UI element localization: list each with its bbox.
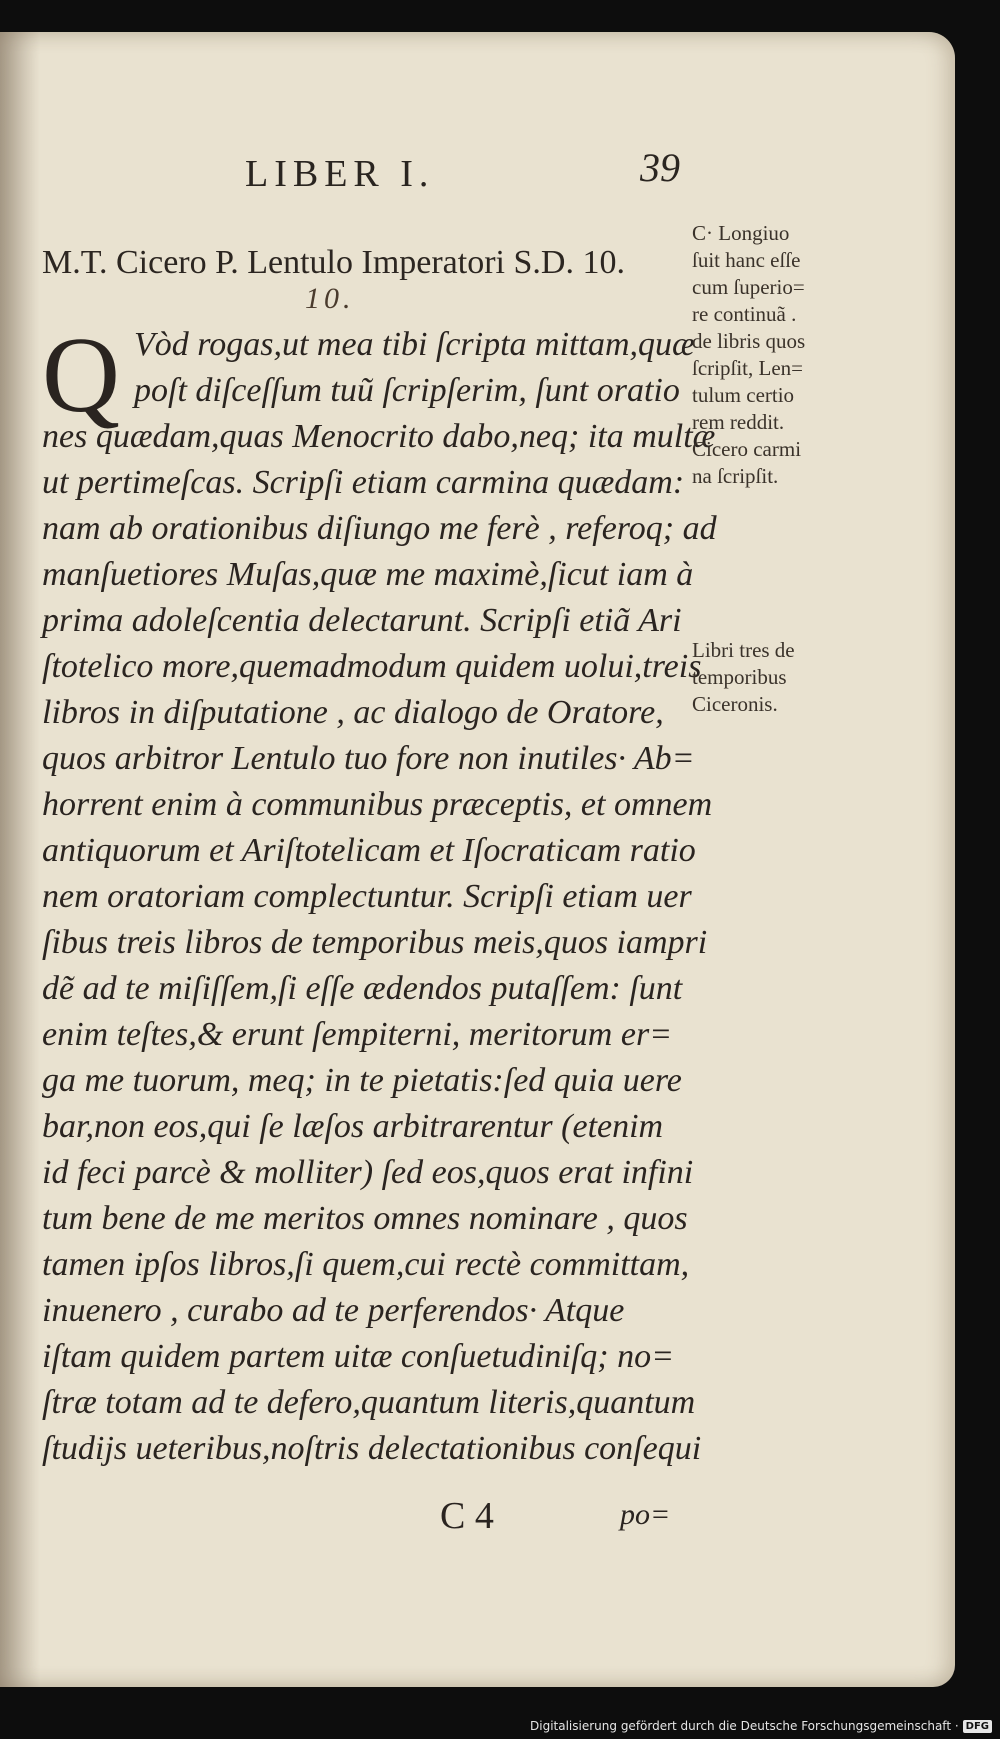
text-line: ſtotelico more,quemadmodum quidem uolui,treis bbox=[42, 648, 702, 685]
letter-title: M.T. Cicero P. Lentulo Imperatori S.D. 10. bbox=[42, 244, 625, 281]
margin-note-line: temporibus bbox=[692, 665, 787, 689]
text-line: horrent enim à communibus præceptis, et omnem bbox=[42, 786, 713, 823]
text-line: antiquorum et Ariſtotelicam et Iſocraticam ratio bbox=[42, 832, 696, 869]
margin-note-line: de libris quos bbox=[692, 329, 806, 353]
text-line: Vòd rogas,ut mea tibi ſcripta mittam,quæ bbox=[134, 326, 695, 363]
handwritten-annotation: 10. bbox=[305, 282, 355, 315]
margin-note-line: C· Longiuo bbox=[692, 221, 790, 245]
text-line: manſuetiores Muſas,quæ me maximè,ſicut iam à bbox=[42, 556, 694, 593]
margin-note-line: Libri tres de bbox=[692, 638, 795, 662]
margin-note-line: re continuã . bbox=[692, 302, 797, 326]
margin-note-line: rem reddit. bbox=[692, 410, 785, 434]
text-line: bar,non eos,qui ſe læſos arbitrarentur (etenim bbox=[42, 1108, 664, 1145]
drop-initial: Q bbox=[42, 316, 120, 435]
margin-note-line: tulum certio bbox=[692, 383, 795, 407]
text-line: nem oratoriam complectuntur. Scripſi etiam uer bbox=[42, 878, 692, 915]
text-line: prima adoleſcentia delectarunt. Scripſi etiã Ari bbox=[42, 602, 682, 639]
margin-note-line: Cicero carmi bbox=[692, 437, 802, 461]
catchword: po= bbox=[620, 1498, 671, 1531]
margin-note-line: ſuit hanc eſſe bbox=[692, 248, 801, 272]
page-number: 39 bbox=[640, 145, 680, 190]
text-line: id feci parcè & molliter) ſed eos,quos erat infini bbox=[42, 1154, 694, 1191]
text-line: nam ab orationibus diſiungo me ferè , referoq; ad bbox=[42, 510, 717, 547]
text-line: ſtudijs ueteribus,noſtris delectationibus conſequi bbox=[42, 1430, 702, 1467]
text-line: iſtam quidem partem uitæ conſuetudiniſq; no= bbox=[42, 1338, 675, 1375]
running-head: LIBER I. bbox=[245, 153, 435, 195]
margin-note-line: ſcripſit, Len= bbox=[692, 356, 803, 380]
text-line: ga me tuorum, meq; in te pietatis:ſed quia uere bbox=[42, 1062, 682, 1099]
text-line: enim teſtes,& erunt ſempiterni, meritorum er= bbox=[42, 1016, 673, 1053]
margin-note-line: na ſcripſit. bbox=[692, 464, 779, 488]
text-line: inuenero , curabo ad te perferendos· Atque bbox=[42, 1292, 625, 1329]
text-line: libros in diſputatione , ac dialogo de Oratore, bbox=[42, 694, 664, 731]
text-line: dẽ ad te miſiſſem,ſi eſſe ædendos putaſſem: ſunt bbox=[42, 970, 683, 1007]
margin-note bbox=[692, 637, 847, 718]
digitization-credit bbox=[530, 1719, 992, 1733]
book-page bbox=[0, 32, 955, 1687]
letter-body bbox=[42, 316, 717, 1472]
text-line: ſibus treis libros de temporibus meis,quos iampri bbox=[42, 924, 708, 961]
margin-note bbox=[692, 220, 847, 490]
credit-text: Digitalisierung gefördert durch die Deutsche Forschungsgemeinschaft · bbox=[530, 1719, 959, 1733]
page-footer bbox=[40, 1494, 700, 1554]
signature-mark: C 4 bbox=[440, 1495, 494, 1537]
margin-note-line: cum ſuperio= bbox=[692, 275, 805, 299]
page-header bbox=[40, 132, 700, 195]
text-line: ſtræ totam ad te defero,quantum literis,quantum bbox=[42, 1384, 696, 1421]
text-line: nes quædam,quas Menocrito dabo,neq; ita multæ bbox=[42, 418, 716, 455]
text-line: ut pertimeſcas. Scripſi etiam carmina quædam: bbox=[42, 464, 685, 501]
text-line: poſt diſceſſum tuũ ſcripſerim, ſunt oratio bbox=[134, 372, 680, 409]
dfg-logo: DFG bbox=[963, 1720, 992, 1733]
text-line: quos arbitror Lentulo tuo fore non inutiles· Ab= bbox=[42, 740, 695, 777]
margin-note-line: Ciceronis. bbox=[692, 692, 778, 716]
text-line: tum bene de me meritos omnes nominare , quos bbox=[42, 1200, 688, 1237]
text-line: tamen ipſos libros,ſi quem,cui rectè committam, bbox=[42, 1246, 690, 1283]
